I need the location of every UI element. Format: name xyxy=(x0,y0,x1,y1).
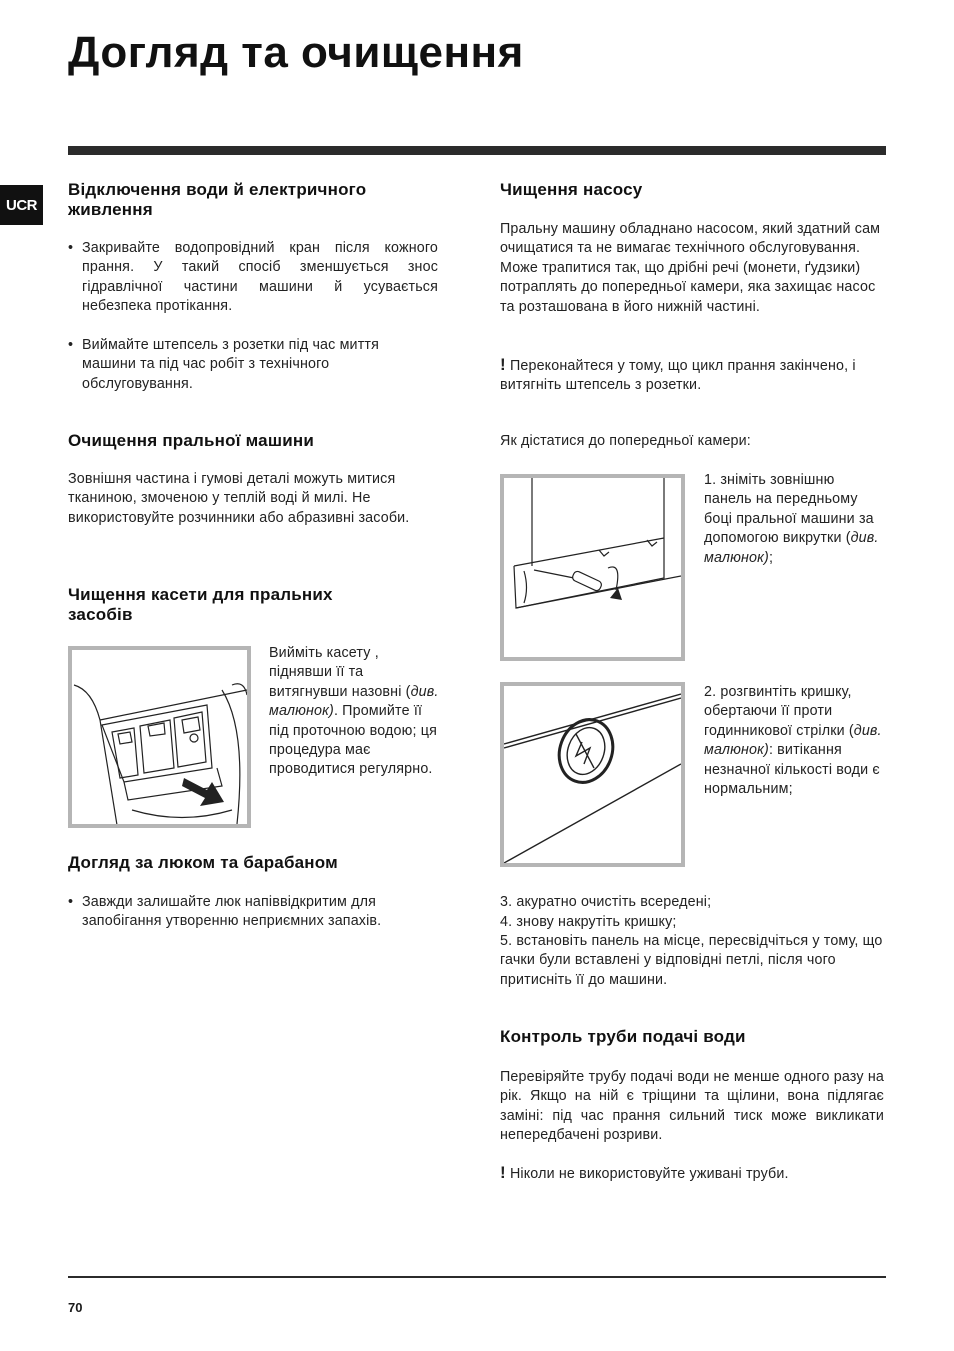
step2-paragraph xyxy=(704,683,884,799)
pump-cover-drawing xyxy=(504,686,681,863)
see-figure-ref: див. малюнок) xyxy=(704,530,879,566)
section-heading-hose: Контроль труби подачі води xyxy=(500,1027,746,1046)
hose-paragraph: Перевіряйте трубу подачі води не менше одного разу на рік. Якщо на ній є тріщини та щілини, вона підлягає заміні: під час прання сильний тиск може викликати непередбачені розриви. xyxy=(500,1069,884,1144)
unplug-paragraph: Виймайте штепсель з розетки під час миття машини та під час робіт з технічного обслуговування. xyxy=(82,337,379,392)
water-tap-paragraph: Закривайте водопровідний кран після кожного прання. У такий спосіб зменшується знос гідравлічної частини машини й усувається небезпека протікання. xyxy=(82,240,438,315)
bullet-marker: • xyxy=(68,894,74,910)
bullet-marker: • xyxy=(68,240,74,256)
panel-removal-illustration xyxy=(500,474,685,661)
step5-line: 5. встановіть панель на місце, пересвідчіться у тому, що гачки були вставлені у відповідні петлі, після чого притисніть її до машини. xyxy=(500,933,883,988)
warning-icon: ! xyxy=(500,1163,506,1182)
access-intro: Як дістатися до попередньої камери: xyxy=(500,433,751,449)
dispenser-paragraph xyxy=(269,644,439,780)
pump-warning xyxy=(500,355,884,396)
footer-divider xyxy=(68,1276,886,1278)
step3-line: 3. акуратно очистіть всередені; xyxy=(500,894,712,910)
see-figure-ref: див. малюнок) xyxy=(704,722,882,759)
hose-warning-text: Ніколи не використовуйте уживані труби. xyxy=(509,1166,789,1182)
step2-text-a: 2. розгвинтіть кришку, обертаючи її проти годинникової стрілки ( xyxy=(704,684,854,739)
see-figure-ref: див. малюнок) xyxy=(269,683,439,720)
header-divider xyxy=(68,146,886,155)
machine-cleaning-paragraph: Зовнішня частина і гумові деталі можуть митися тканиною, змоченою у теплій воді й милі. Не використовуйте розчинники або абразивні засоби. xyxy=(68,471,410,526)
hose-warning xyxy=(500,1163,884,1184)
section-heading-pump: Чищення насосу xyxy=(500,180,643,199)
dispenser-drawer-drawing xyxy=(72,650,247,824)
page-number: 70 xyxy=(68,1300,83,1315)
step2-text-b: : витікання незначної кількості води є нормальним; xyxy=(704,742,880,798)
dispenser-text-a: Вийміть касету , піднявши її та витягнувши назовні ( xyxy=(269,645,411,700)
warning-icon: ! xyxy=(500,355,506,374)
bullet-marker: • xyxy=(68,337,74,353)
pump-warning-text: Переконайтеся у тому, що цикл прання закінчено, і витягніть штепсель з розетки. xyxy=(500,358,856,394)
panel-removal-drawing xyxy=(504,478,681,657)
page-title: Догляд та очищення xyxy=(68,28,524,77)
dispenser-text-b: . Промийте її під проточною водою; ця процедура має проводитися регулярно. xyxy=(269,703,437,778)
step1-paragraph xyxy=(704,471,884,568)
door-drum-paragraph: Завжди залишайте люк напіввідкритим для запобігання утворенню неприємних запахів. xyxy=(82,894,382,930)
dispenser-drawer-illustration xyxy=(68,646,251,828)
step4-line: 4. знову накрутіть кришку; xyxy=(500,914,677,930)
pump-cover-illustration xyxy=(500,682,685,867)
step1-text-a: 1. зніміть зовнішню панель на передньому боці пральної машини за допомогою викрутки ( xyxy=(704,472,874,547)
section-heading-machine-cleaning: Очищення пральної машини xyxy=(68,431,314,450)
step1-text-b: ; xyxy=(768,549,774,566)
section-heading-water-power: Відключення води й електричного живлення xyxy=(68,180,367,219)
section-heading-door-drum: Догляд за люком та барабаном xyxy=(68,853,338,872)
pump-paragraph: Пральну машину обладнано насосом, який здатний сам очищатися та не вимагає технічного обслуговування. Може трапитися так, що дрібні речі (монети, ґудзики) потраплять до попередньої камери, яка захищає насос та розташована в його нижній частині. xyxy=(500,221,881,315)
language-tab: UCR xyxy=(0,185,43,225)
section-heading-dispenser: Чищення касети для пральних засобів xyxy=(68,585,333,624)
